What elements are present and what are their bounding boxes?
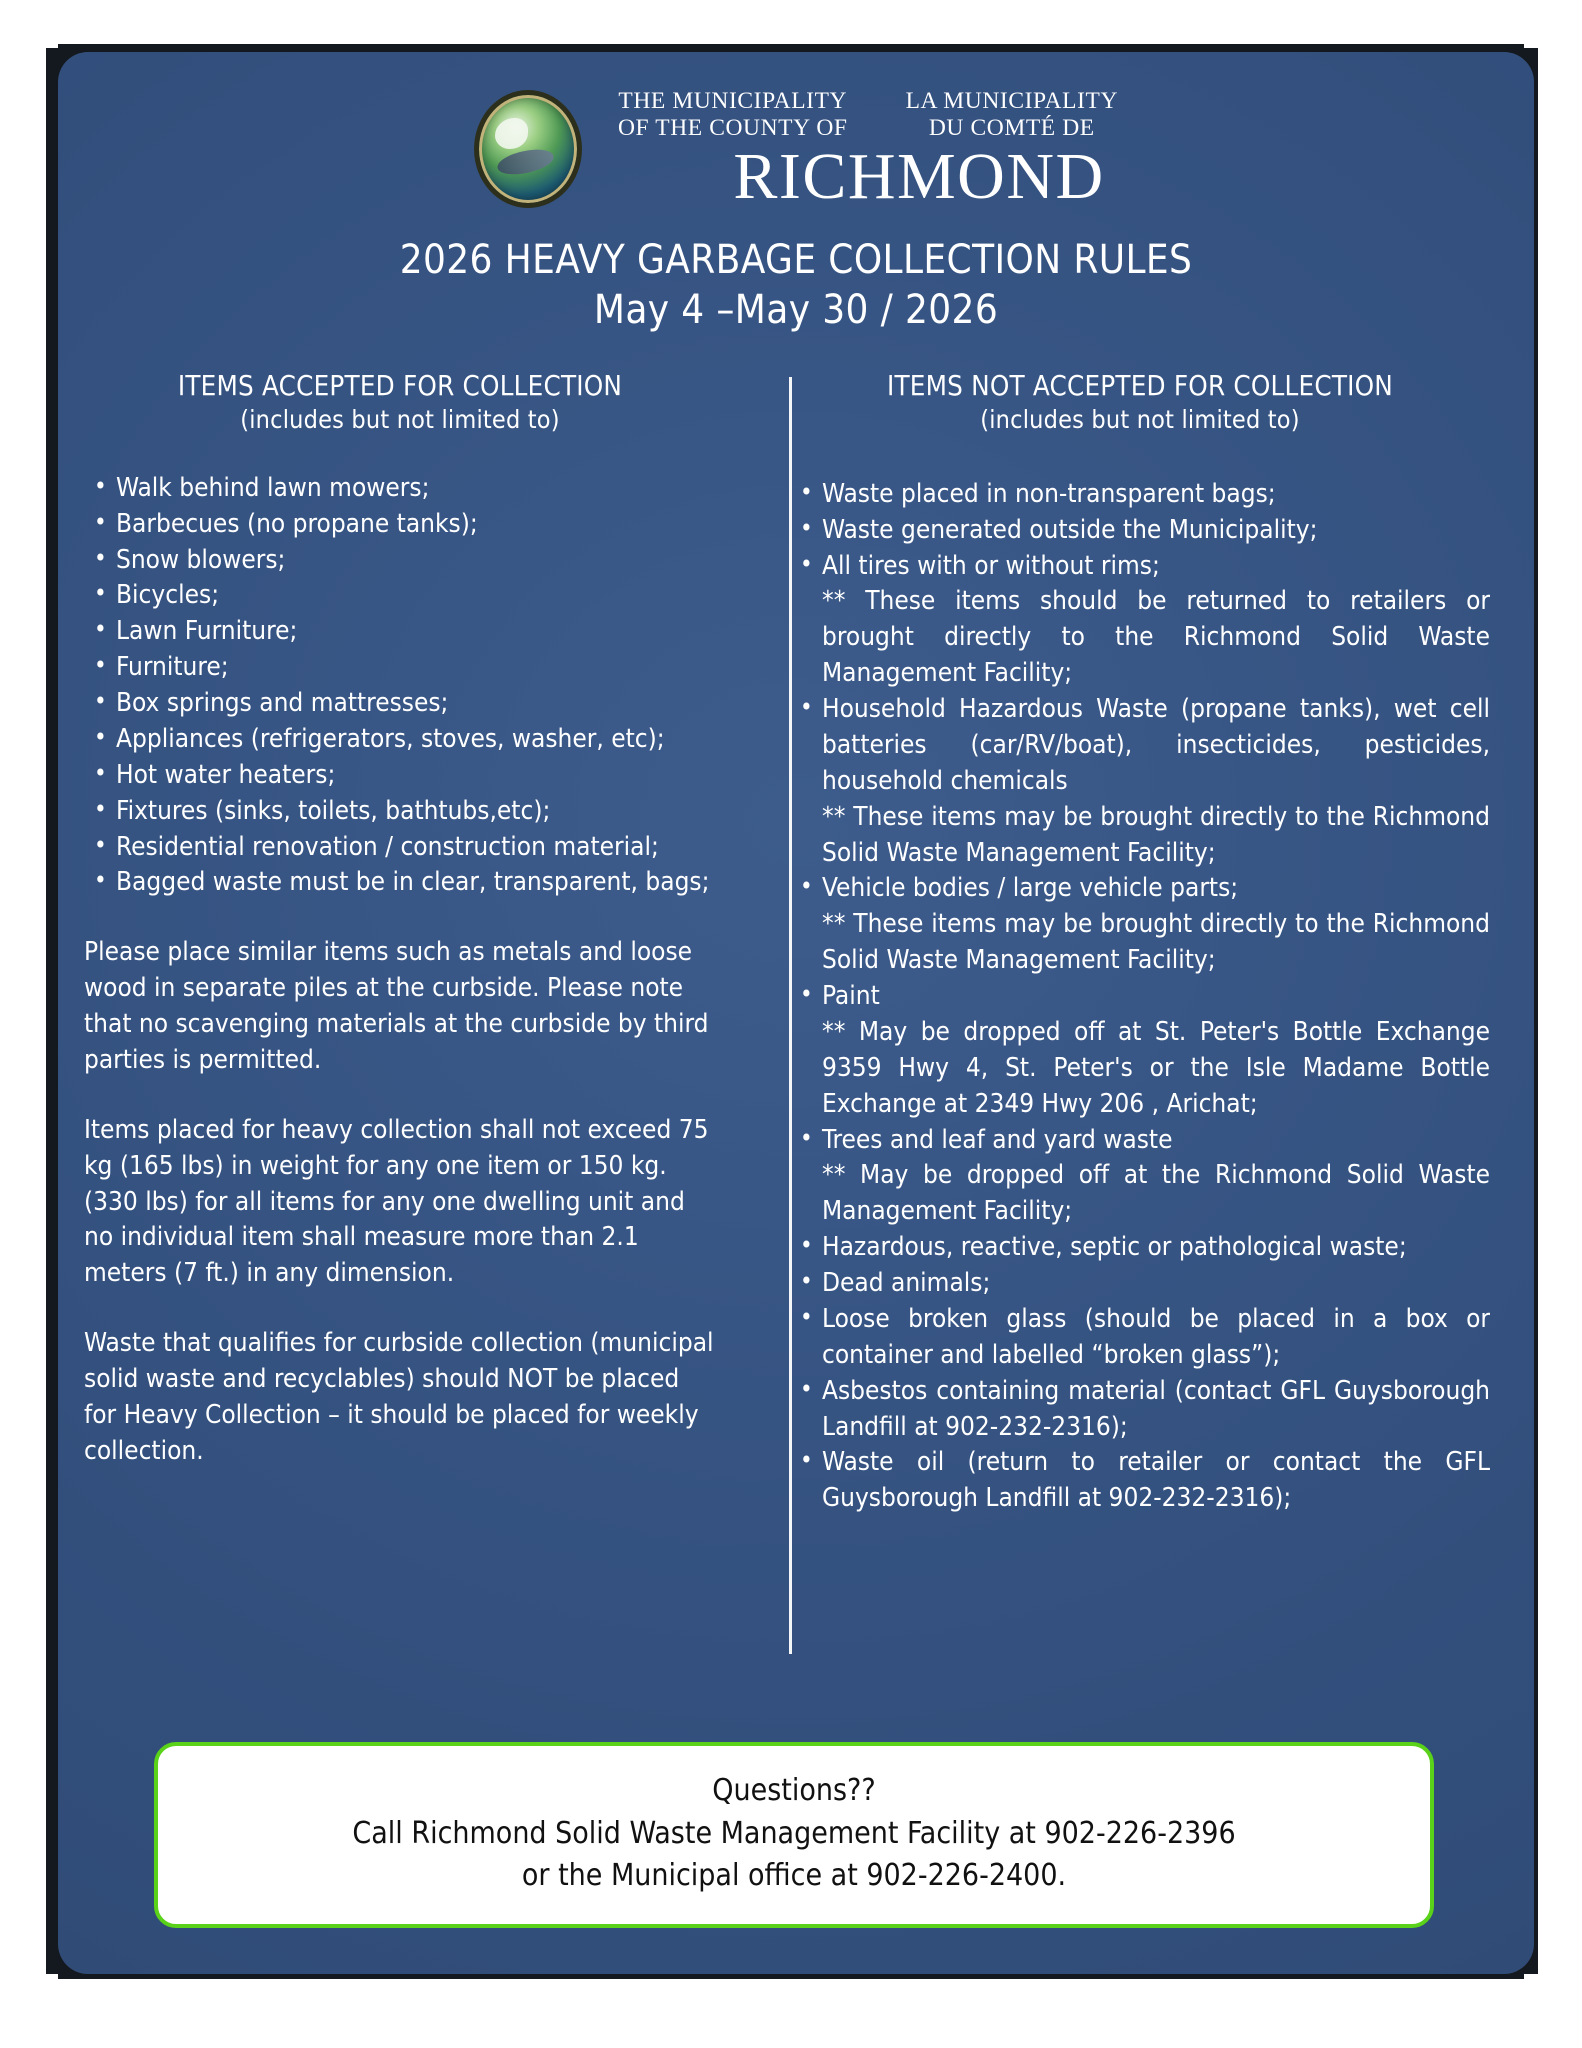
list-item bbox=[84, 865, 716, 901]
corner-carve-top-right-2 bbox=[1538, 0, 1582, 72]
questions-line-3: or the Municipal office at 902-226-2400. bbox=[521, 1858, 1067, 1894]
questions-line-1: Questions?? bbox=[712, 1773, 876, 1809]
questions-box bbox=[154, 1742, 1434, 1928]
list-item bbox=[84, 722, 716, 758]
not-accepted-item-0-text: • Waste placed in non-transparent bags; bbox=[822, 478, 1276, 509]
list-item bbox=[790, 549, 1490, 693]
wordmark-fr-line1: LA MUNICIPALITY bbox=[905, 88, 1119, 114]
not-accepted-item-3-note: ** These items may be brought directly to the Richmond Solid Waste Management Facility; bbox=[822, 801, 1490, 868]
not-accepted-item-10-text: • Asbestos containing material (contact GFL Guysborough Landfill at 902-232-2316); bbox=[822, 1375, 1490, 1442]
wordmark-en-line2: OF THE COUNTY OF bbox=[617, 115, 848, 142]
not-accepted-heading: ITEMS NOT ACCEPTED FOR COLLECTION bbox=[886, 370, 1393, 403]
list-item bbox=[84, 578, 716, 614]
wordmark-richmond: RICHMOND bbox=[733, 139, 1105, 213]
list-item bbox=[84, 686, 716, 722]
list-item bbox=[790, 1445, 1490, 1517]
not-accepted-item-5-text: • Paint bbox=[822, 981, 880, 1012]
accepted-column bbox=[84, 369, 750, 1517]
list-item bbox=[790, 871, 1490, 979]
wordmark-fr-line2: DU COMTÉ DE bbox=[928, 115, 1095, 142]
not-accepted-item-6-note: ** May be dropped off at the Richmond Solid Waste Management Facility; bbox=[822, 1160, 1490, 1227]
not-accepted-list bbox=[790, 477, 1490, 1517]
page-title: 2026 HEAVY GARBAGE COLLECTION RULES bbox=[399, 237, 1193, 284]
not-accepted-item-7-text: • Hazardous, reactive, septic or pathological waste; bbox=[822, 1232, 1407, 1263]
accepted-item-2: Snow blowers; bbox=[116, 544, 286, 575]
list-item bbox=[790, 1302, 1490, 1374]
not-accepted-item-3-text: • Household Hazardous Waste (propane tanks), wet cell batteries (car/RV/boat), insecticides, pesticides, household chemicals bbox=[822, 694, 1490, 796]
list-item bbox=[84, 794, 716, 830]
richmond-crest-icon bbox=[474, 90, 582, 208]
accepted-heading-block bbox=[84, 369, 716, 435]
page-subtitle: May 4 –May 30 / 2026 bbox=[593, 287, 999, 334]
list-item bbox=[790, 1230, 1490, 1266]
not-accepted-item-2-text: • All tires with or without rims; bbox=[822, 550, 1160, 581]
not-accepted-item-4-note: ** These items may be brought directly to the Richmond Solid Waste Management Facility; bbox=[822, 909, 1490, 976]
list-item bbox=[84, 758, 716, 794]
list-item bbox=[84, 614, 716, 650]
list-item bbox=[84, 830, 716, 866]
not-accepted-item-2-note: ** These items should be returned to retailers or brought directly to the Richmond Solid Waste Management Facility; bbox=[822, 586, 1490, 689]
accepted-item-9: Fixtures (sinks, toilets, bathtubs,etc); bbox=[116, 795, 551, 826]
list-item bbox=[790, 1266, 1490, 1302]
accepted-subheading: (includes but not limited to) bbox=[240, 404, 560, 434]
not-accepted-item-1-text: • Waste generated outside the Municipality; bbox=[822, 514, 1318, 545]
accepted-paragraph-2: Waste that qualifies for curbside collection (municipal solid waste and recyclables) should NOT be placed for Heavy Collection – it should be placed for weekly collection. bbox=[84, 1328, 714, 1466]
not-accepted-item-4-text: • Vehicle bodies / large vehicle parts; bbox=[822, 873, 1239, 904]
list-item bbox=[84, 543, 716, 579]
accepted-paragraph-0: Please place similar items such as metals and loose wood in separate piles at the curbside. Please note that no scavenging materials at the curbside by third parties is permitted. bbox=[84, 937, 709, 1075]
not-accepted-item-6-text: • Trees and leaf and yard waste bbox=[822, 1124, 1173, 1155]
columns-container bbox=[58, 369, 1534, 1517]
poster-card bbox=[58, 52, 1534, 1974]
accepted-item-3: Bicycles; bbox=[116, 580, 220, 611]
corner-carve-top-left-2 bbox=[0, 0, 46, 72]
corner-carve-bottom-left-2 bbox=[0, 1950, 46, 2048]
accepted-item-0: Walk behind lawn mowers; bbox=[116, 472, 430, 503]
wordmark-block bbox=[610, 88, 1119, 213]
wordmark-lines bbox=[610, 88, 1118, 143]
corner-carve-bottom-right-2 bbox=[1538, 1950, 1582, 2048]
not-accepted-column bbox=[750, 369, 1490, 1517]
accepted-item-10: Residential renovation / construction material; bbox=[116, 831, 659, 862]
questions-line-2: Call Richmond Solid Waste Management Facility at 902-226-2396 bbox=[352, 1815, 1236, 1851]
logo-header bbox=[58, 52, 1534, 213]
accepted-paragraph-1: Items placed for heavy collection shall not exceed 75 kg (165 lbs) in weight for any one item or 150 kg. (330 lbs) for all items for any one dwelling unit and no individual item shall measure more than 2.1 meters (7 ft.) in any dimension. bbox=[84, 1114, 709, 1289]
not-accepted-item-9-text: • Loose broken glass (should be placed in a box or container and labelled “broken glass”); bbox=[822, 1303, 1490, 1370]
list-item bbox=[84, 507, 716, 543]
accepted-item-5: Furniture; bbox=[116, 652, 229, 683]
list-item bbox=[790, 979, 1490, 1123]
not-accepted-item-11-text: • Waste oil (return to retailer or contact the GFL Guysborough Landfill at 902-232-2316); bbox=[822, 1447, 1490, 1514]
list-item bbox=[84, 471, 716, 507]
accepted-list bbox=[84, 471, 716, 902]
not-accepted-heading-block bbox=[790, 369, 1490, 435]
not-accepted-subheading: (includes but not limited to) bbox=[980, 404, 1300, 434]
accepted-item-1: Barbecues (no propane tanks); bbox=[116, 508, 478, 539]
accepted-item-4: Lawn Furniture; bbox=[116, 616, 298, 647]
list-item bbox=[790, 1374, 1490, 1446]
wordmark-french bbox=[906, 88, 1118, 143]
accepted-item-7: Appliances (refrigerators, stoves, washer, etc); bbox=[116, 723, 665, 754]
list-item bbox=[790, 513, 1490, 549]
not-accepted-item-8-text: • Dead animals; bbox=[822, 1268, 991, 1299]
list-item bbox=[790, 1123, 1490, 1231]
list-item bbox=[84, 650, 716, 686]
not-accepted-item-5-note: ** May be dropped off at St. Peter's Bottle Exchange 9359 Hwy 4, St. Peter's or the Isle Madame Bottle Exchange at 2349 Hwy 206 , Arichat; bbox=[822, 1016, 1490, 1119]
list-item bbox=[790, 477, 1490, 513]
accepted-heading: ITEMS ACCEPTED FOR COLLECTION bbox=[177, 370, 623, 403]
list-item bbox=[790, 692, 1490, 871]
wordmark-english bbox=[618, 88, 848, 143]
accepted-item-6: Box springs and mattresses; bbox=[116, 688, 449, 719]
accepted-item-11: Bagged waste must be in clear, transparent, bags; bbox=[116, 867, 710, 898]
wordmark-en-line1: THE MUNICIPALITY bbox=[618, 88, 848, 114]
accepted-item-8: Hot water heaters; bbox=[116, 759, 336, 790]
